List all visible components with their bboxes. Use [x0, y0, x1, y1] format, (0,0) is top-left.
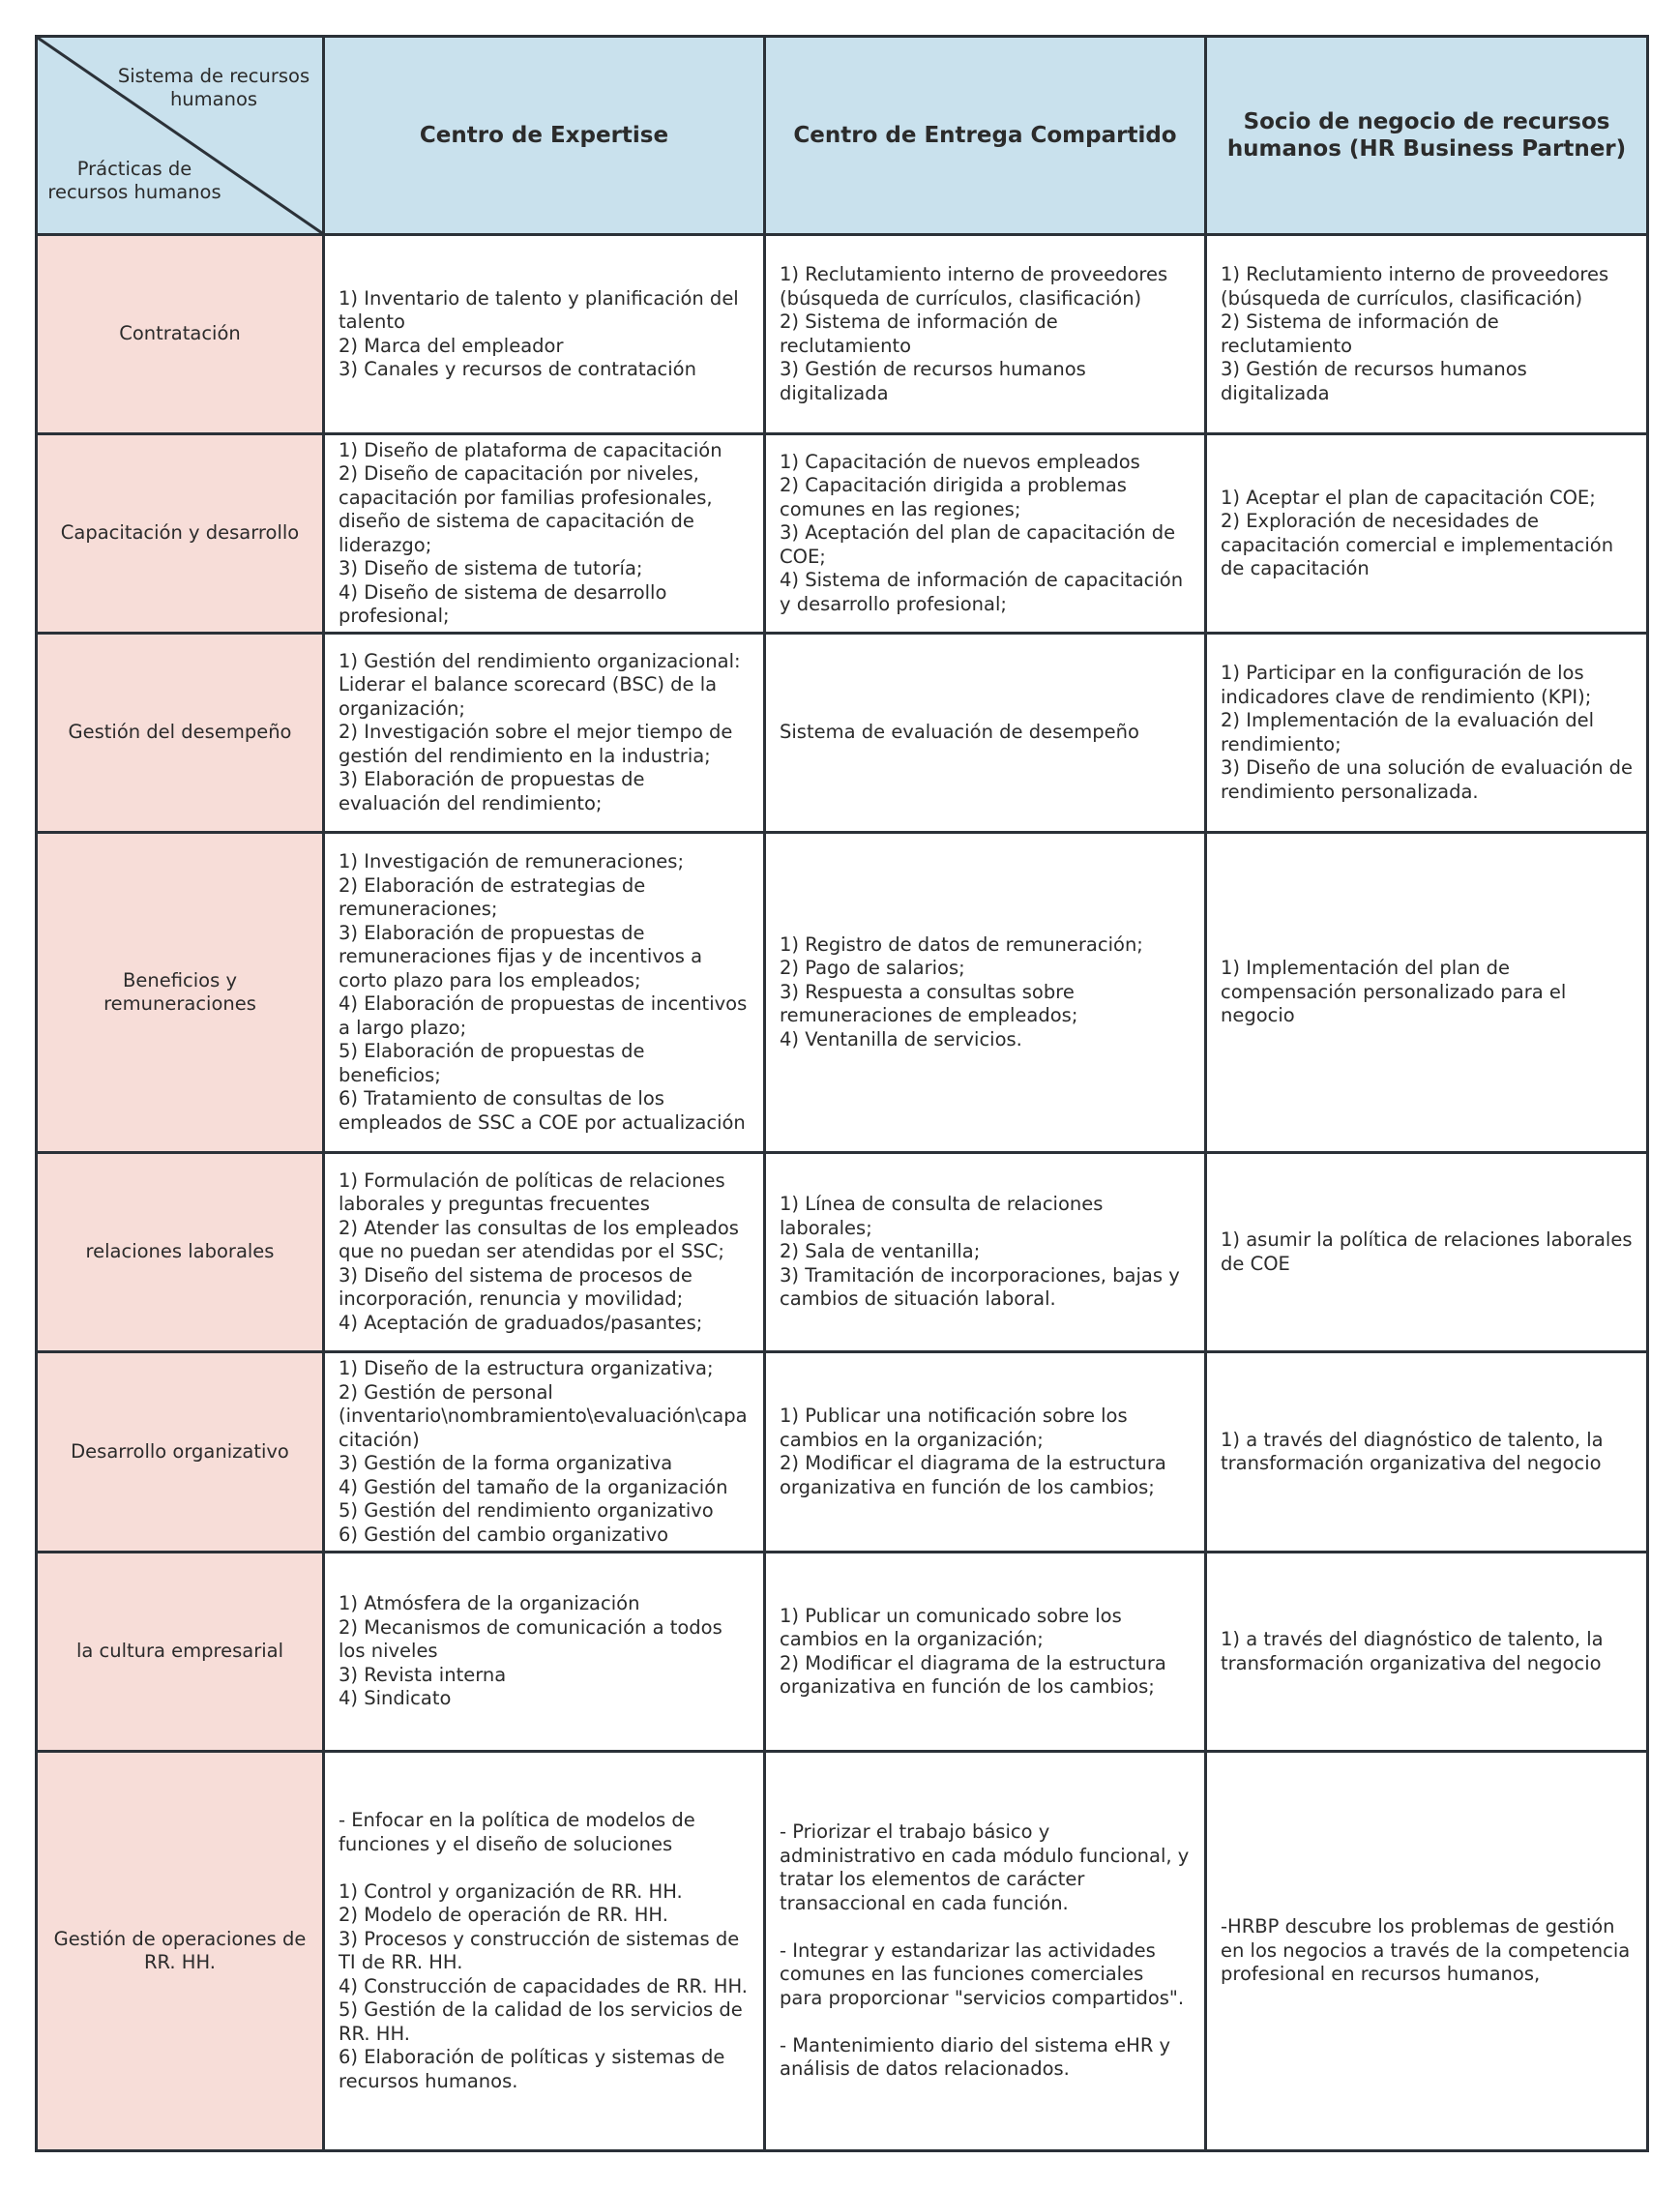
row-header-relaciones: relaciones laborales — [37, 1153, 324, 1352]
column-header-ssc: Centro de Entrega Compartido — [765, 37, 1206, 235]
cell-ssc: 1) Registro de datos de remuneración; 2) Pago de salarios; 3) Respuesta a consultas sobre remuneraciones de empleados; 4) Ventanilla de servicios. — [765, 833, 1206, 1153]
cell-coe: 1) Diseño de la estructura organizativa; 2) Gestión de personal (inventario\nombramiento\evaluación\capacitación) 3) Gestión de la forma organizativa 4) Gestión del tamaño de la organización 5) Gestión del rendimiento organizativo 6) Gestión del cambio organizativo — [324, 1352, 765, 1553]
table-row — [37, 833, 1648, 1153]
cell-ssc: - Priorizar el trabajo básico y administrativo en cada módulo funcional, y tratar los elementos de carácter transaccional en cada función. - Integrar y estandarizar las actividades comunes en las funciones comerciales para proporcionar "servicios compartidos". - Mantenimiento diario del sistema eHR y análisis de datos relacionados. — [765, 1752, 1206, 2151]
row-header-cultura: la cultura empresarial — [37, 1553, 324, 1752]
cell-ssc: 1) Publicar un comunicado sobre los cambios en la organización; 2) Modificar el diagrama de la estructura organizativa en función de los cambios; — [765, 1553, 1206, 1752]
cell-ssc: 1) Capacitación de nuevos empleados 2) Capacitación dirigida a problemas comunes en las regiones; 3) Aceptación del plan de capacitación de COE; 4) Sistema de información de capacitación y desarrollo profesional; — [765, 434, 1206, 634]
cell-ssc: 1) Línea de consulta de relaciones laborales; 2) Sala de ventanilla; 3) Tramitación de incorporaciones, bajas y cambios de situación laboral. — [765, 1153, 1206, 1352]
cell-coe: 1) Diseño de plataforma de capacitación 2) Diseño de capacitación por niveles, capacitación por familias profesionales, diseño de sistema de capacitación de liderazgo; 3) Diseño de sistema de tutoría; 4) Diseño de sistema de desarrollo profesional; — [324, 434, 765, 634]
cell-coe: 1) Investigación de remuneraciones; 2) Elaboración de estrategias de remuneraciones; 3) Elaboración de propuestas de remuneraciones fijas y de incentivos a corto plazo para los empleados; 4) Elaboración de propuestas de incentivos a largo plazo; 5) Elaboración de propuestas de beneficios; 6) Tratamiento de consultas de los empleados de SSC a COE por actualización — [324, 833, 765, 1153]
cell-coe: 1) Formulación de políticas de relaciones laborales y preguntas frecuentes 2) Atender las consultas de los empleados que no puedan ser atendidas por el SSC; 3) Diseño del sistema de procesos de incorporación, renuncia y movilidad; 4) Aceptación de graduados/pasantes; — [324, 1153, 765, 1352]
column-header-hrbp: Socio de negocio de recursos humanos (HR Business Partner) — [1206, 37, 1648, 235]
table-row — [37, 1553, 1648, 1752]
cell-hrbp: 1) Aceptar el plan de capacitación COE; 2) Exploración de necesidades de capacitación comercial e implementación de capacitación — [1206, 434, 1648, 634]
cell-coe: - Enfocar en la política de modelos de funciones y el diseño de soluciones 1) Control y organización de RR. HH. 2) Modelo de operación de RR. HH. 3) Procesos y construcción de sistemas de TI de RR. HH. 4) Construcción de capacidades de RR. HH. 5) Gestión de la calidad de los servicios de RR. HH. 6) Elaboración de políticas y sistemas de recursos humanos. — [324, 1752, 765, 2151]
column-header-coe: Centro de Expertise — [324, 37, 765, 235]
row-header-beneficios: Beneficios y remuneraciones — [37, 833, 324, 1153]
cell-coe: 1) Inventario de talento y planificación del talento 2) Marca del empleador 3) Canales y recursos de contratación — [324, 235, 765, 434]
table-row — [37, 1752, 1648, 2151]
cell-ssc: 1) Publicar una notificación sobre los cambios en la organización; 2) Modificar el diagrama de la estructura organizativa en función de los cambios; — [765, 1352, 1206, 1553]
row-header-operaciones: Gestión de operaciones de RR. HH. — [37, 1752, 324, 2151]
cell-hrbp: 1) Participar en la configuración de los indicadores clave de rendimiento (KPI); 2) Implementación de la evaluación del rendimiento; 3) Diseño de una solución de evaluación de rendimiento personalizada. — [1206, 634, 1648, 833]
cell-hrbp: 1) asumir la política de relaciones laborales de COE — [1206, 1153, 1648, 1352]
table-row — [37, 634, 1648, 833]
table-row — [37, 434, 1648, 634]
cell-coe: 1) Atmósfera de la organización 2) Mecanismos de comunicación a todos los niveles 3) Revista interna 4) Sindicato — [324, 1553, 765, 1752]
row-header-desempeno: Gestión del desempeño — [37, 634, 324, 833]
cell-hrbp: 1) Implementación del plan de compensación personalizado para el negocio — [1206, 833, 1648, 1153]
corner-system-label: Sistema de recursos humanos — [117, 65, 310, 110]
cell-ssc: 1) Reclutamiento interno de proveedores (búsqueda de currículos, clasificación) 2) Sistema de información de reclutamiento 3) Gestión de recursos humanos digitalizada — [765, 235, 1206, 434]
table-row — [37, 1153, 1648, 1352]
cell-hrbp: 1) a través del diagnóstico de talento, la transformación organizativa del negocio — [1206, 1352, 1648, 1553]
cell-hrbp: 1) Reclutamiento interno de proveedores (búsqueda de currículos, clasificación) 2) Sistema de información de reclutamiento 3) Gestión de recursos humanos digitalizada — [1206, 235, 1648, 434]
hr-practices-table — [35, 35, 1649, 2152]
cell-ssc: Sistema de evaluación de desempeño — [765, 634, 1206, 833]
corner-header-cell — [37, 37, 324, 235]
row-header-contratacion: Contratación — [37, 235, 324, 434]
header-row — [37, 37, 1648, 235]
table-row — [37, 235, 1648, 434]
cell-hrbp: 1) a través del diagnóstico de talento, la transformación organizativa del negocio — [1206, 1553, 1648, 1752]
table-row — [37, 1352, 1648, 1553]
row-header-desarrollo-organizativo: Desarrollo organizativo — [37, 1352, 324, 1553]
row-header-capacitacion: Capacitación y desarrollo — [37, 434, 324, 634]
cell-hrbp: -HRBP descubre los problemas de gestión en los negocios a través de la competencia profesional en recursos humanos, — [1206, 1752, 1648, 2151]
corner-practices-label: Prácticas de recursos humanos — [47, 158, 221, 203]
cell-coe: 1) Gestión del rendimiento organizacional: Liderar el balance scorecard (BSC) de la organización; 2) Investigación sobre el mejor tiempo de gestión del rendimiento en la industria; 3) Elaboración de propuestas de evaluación del rendimiento; — [324, 634, 765, 833]
